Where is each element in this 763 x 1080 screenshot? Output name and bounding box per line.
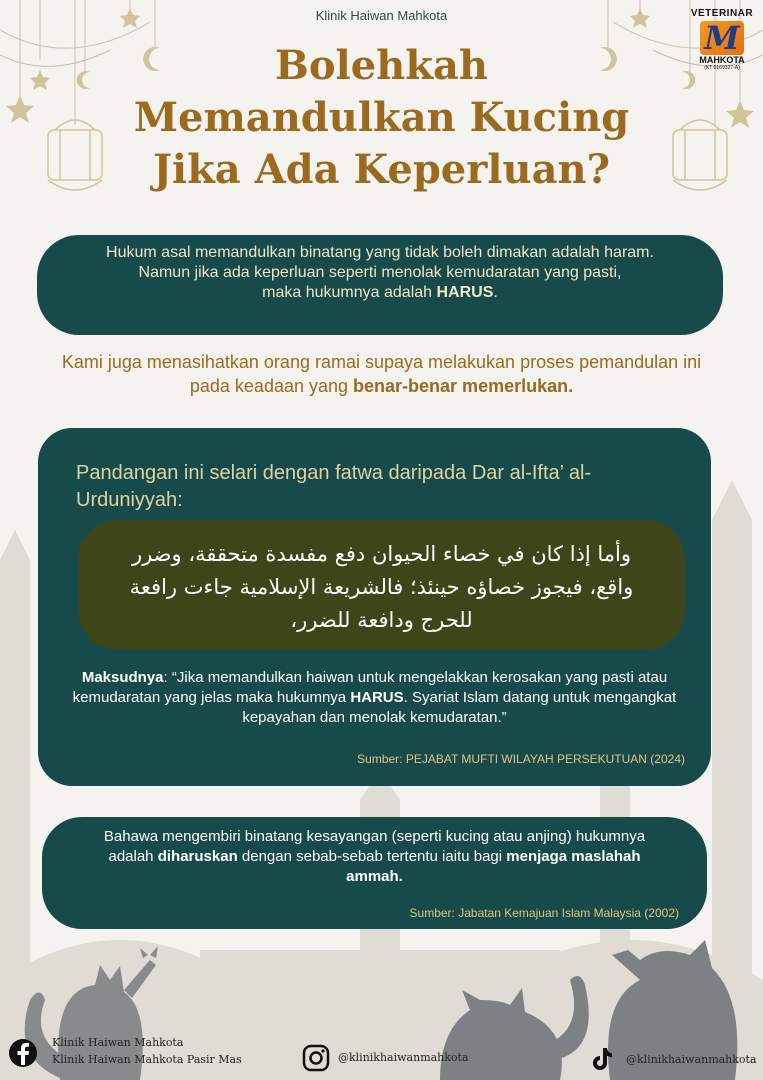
logo-bottom-text: MAHKOTA [699, 55, 745, 65]
instagram-icon[interactable] [302, 1044, 330, 1072]
logo-registration: (KT 0169327-A) [704, 65, 740, 71]
jakim-bold-1: diharuskan [157, 848, 238, 865]
advice-bold: benar-benar memerlukan. [353, 376, 574, 396]
jakim-source: Sumber: Jabatan Kemajuan Islam Malaysia (2002) [409, 906, 679, 920]
logo-mark: M [700, 21, 744, 55]
tiktok-handle[interactable]: @klinikhaiwanmahkota [626, 1053, 757, 1066]
meaning-label: Maksudnya [81, 669, 164, 686]
facebook-icon[interactable] [8, 1038, 38, 1068]
logo-top-text: VETERINAR [690, 8, 754, 19]
fatwa-meaning: Maksudnya: “Jika memandulkan haiwan untuk mengelakkan kerosakan yang pasti atau kemudaratan yang jelas maka hukumnya HARUS. Syariat Islam datang untuk mengangkat kepayahan dan menolak kemudaratan.” [72, 669, 677, 726]
arabic-quote: وأما إذا كان في خصاء الحيوان دفع مفسدة متحققة، وضرر واقع، فيجوز خصاؤه حينئذ؛ فالشريعة الإسلامية جاءت رافعة للحرج ودافعة للضرر، [78, 520, 685, 650]
title-line-2: Memandulkan Kucing [133, 94, 630, 141]
facebook-page-1[interactable]: Klinik Haiwan Mahkota [52, 1036, 184, 1049]
clinic-name: Klinik Haiwan Mahkota [315, 8, 448, 23]
ruling-line-2: Namun jika ada keperluan seperti menolak kemudaratan yang pasti, [138, 264, 622, 281]
title-line-1: Bolehkah [275, 42, 488, 89]
page-title [90, 40, 673, 196]
clinic-logo [686, 8, 758, 71]
ruling-bold: HARUS [436, 284, 494, 301]
facebook-page-2[interactable]: Klinik Haiwan Mahkota Pasir Mas [52, 1053, 242, 1066]
ruling-line-3: maka hukumnya adalah HARUS. [262, 284, 498, 301]
fatwa-card [38, 428, 711, 786]
jakim-bold-2: menjaga maslahah ammah. [346, 848, 641, 885]
lantern-right [673, 120, 727, 190]
jakim-panel: Bahawa mengembiri binatang kesayangan (seperti kucing atau anjing) hukumnya adalah diharuskan dengan sebab-sebab tertentu iaitu bagi menjaga maslahah ammah. Sumber: Jabatan Kemajuan Islam Malaysia (2002) [42, 817, 707, 929]
title-line-3: Jika Ada Keperluan? [152, 146, 611, 193]
tiktok-icon[interactable] [590, 1046, 614, 1072]
ruling-panel [37, 235, 723, 335]
fatwa-source: Sumber: PEJABAT MUFTI WILAYAH PERSEKUTUAN (2024) [357, 752, 685, 766]
fatwa-heading: Pandangan ini selari dengan fatwa daripada Dar al-Ifta’ al-Urduniyyah: [76, 462, 592, 511]
ruling-line-1: Hukum asal memandulkan binatang yang tidak boleh dimakan adalah haram. [106, 244, 654, 261]
instagram-handle[interactable]: @klinikhaiwanmahkota [338, 1051, 469, 1064]
meaning-bold: HARUS [350, 689, 404, 706]
advice-text: Kami juga menasihatkan orang ramai supaya melakukan proses pemandulan ini pada keadaan yang benar-benar memerlukan. [61, 352, 702, 396]
